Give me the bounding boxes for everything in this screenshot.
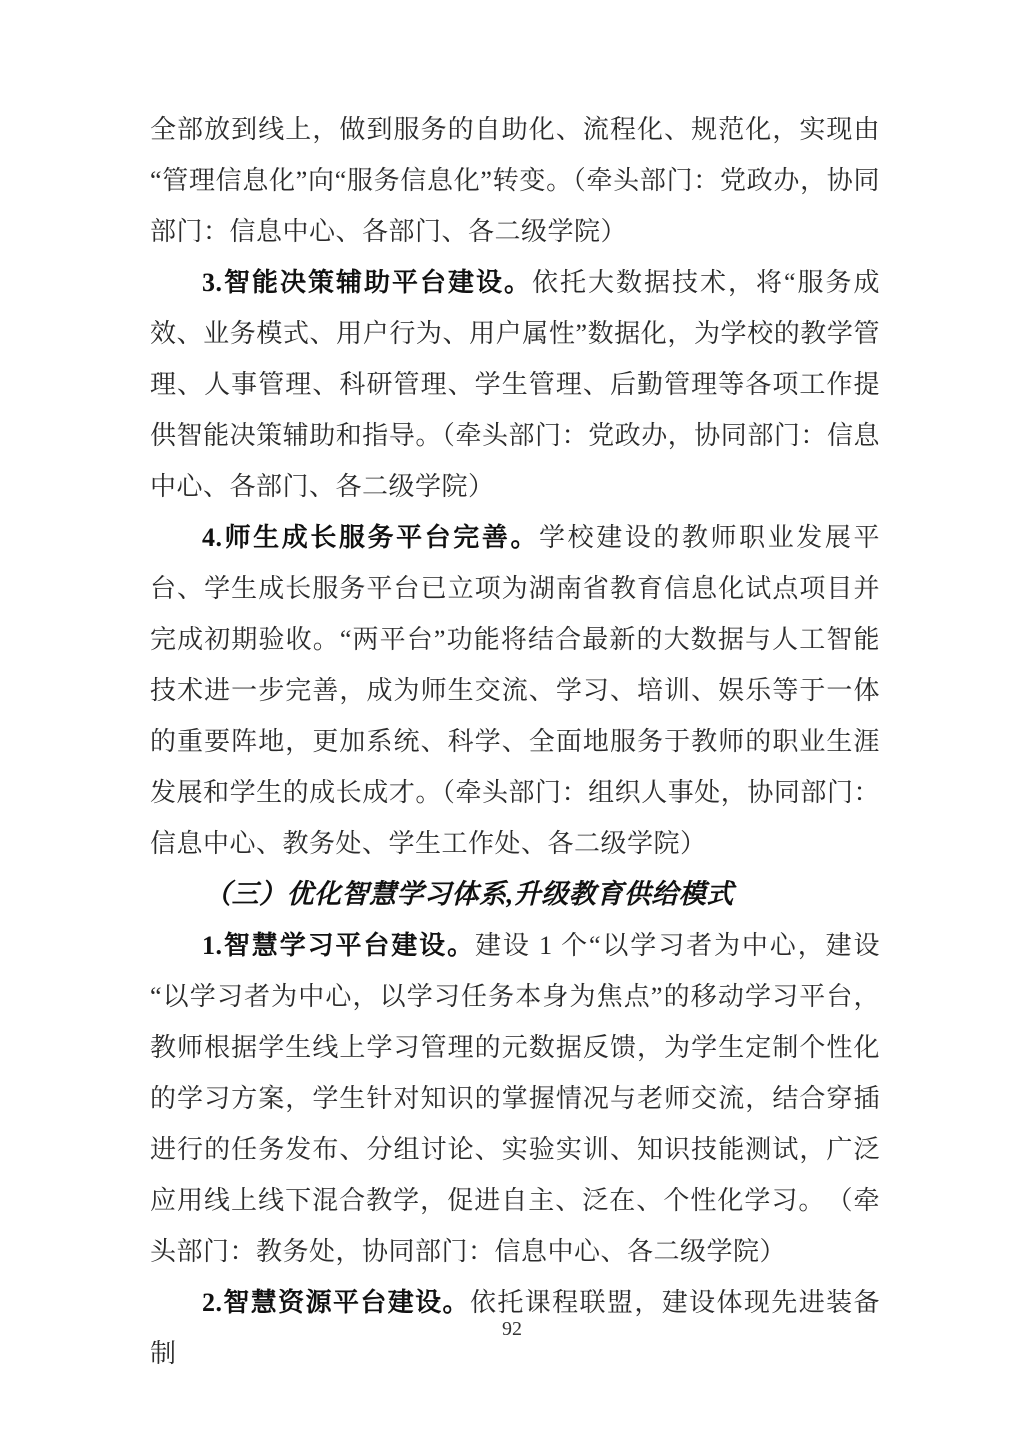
section-heading-text: （三）优化智慧学习体系,升级教育供给模式	[204, 879, 734, 909]
paragraph-continuation	[150, 104, 880, 257]
paragraph-text: 依托课程联盟，建设体现先进装备制	[150, 1288, 880, 1368]
paragraph-4-teacher-student-growth-platform	[150, 512, 880, 869]
document-body	[150, 104, 880, 1379]
paragraph-1-smart-learning-platform	[150, 920, 880, 1277]
paragraph-lead: 4.师生成长服务平台完善。	[202, 523, 540, 552]
paragraph-3-intelligent-decision-platform	[150, 257, 880, 512]
paragraph-lead: 3.智能决策辅助平台建设。	[202, 268, 532, 297]
paragraph-lead: 1.智慧学习平台建设。	[202, 931, 475, 960]
section-heading-3-smart-learning-system	[150, 869, 880, 920]
paragraph-text: 建设 1 个“以学习者为中心，建设“以学习者为中心，以学习任务本身为焦点”的移动学习平台，教师根据学生线上学习管理的元数据反馈，为学生定制个性化的学习方案，学生针对知识的掌握情况与老师交流，结合穿插进行的任务发布、分组讨论、实验实训、知识技能测试，广泛应用线上线下混合教学，促进自主、泛在、个性化学习。 （牵头部门：教务处，协同部门：信息中心、各二级学院）	[150, 931, 880, 1266]
paragraph-text: 依托大数据技术，将“服务成效、业务模式、用户行为、用户属性”数据化，为学校的教学管理、人事管理、科研管理、学生管理、后勤管理等各项工作提供智能决策辅助和指导。（牵头部门：党政办，协同部门：信息中心、各部门、各二级学院）	[150, 268, 880, 501]
paragraph-lead: 2.智慧资源平台建设。	[202, 1288, 470, 1317]
paragraph-text: 学校建设的教师职业发展平台、学生成长服务平台已立项为湖南省教育信息化试点项目并完成初期验收。“两平台”功能将结合最新的大数据与人工智能技术进一步完善，成为师生交流、学习、培训、娱乐等于一体的重要阵地，更加系统、科学、全面地服务于教师的职业生涯发展和学生的成长成才。（牵头部门：组织人事处，协同部门：信息中心、教务处、学生工作处、各二级学院）	[150, 523, 880, 858]
paragraph-text: 全部放到线上，做到服务的自助化、流程化、规范化，实现由“管理信息化”向“服务信息化”转变。（牵头部门：党政办，协同部门：信息中心、各部门、各二级学院）	[150, 115, 880, 246]
page-number: 92	[502, 1318, 522, 1340]
